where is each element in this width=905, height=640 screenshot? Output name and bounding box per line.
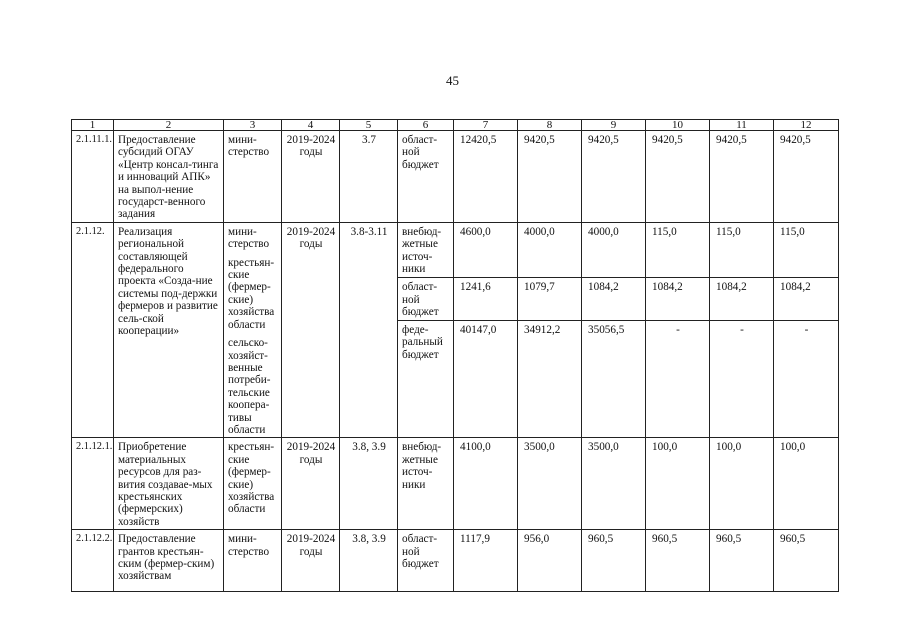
executor: сельско-хозяйст-венные потреби-тельские коопера-тивы области xyxy=(228,337,271,436)
value-col-12: - xyxy=(774,320,839,437)
executor: мини-стерство xyxy=(224,131,282,223)
indicator: 3.8, 3.9 xyxy=(340,438,398,530)
column-number: 5 xyxy=(340,120,398,131)
value-col-10: 100,0 xyxy=(646,438,710,530)
row-id: 2.1.12.1. xyxy=(72,438,114,530)
funding-source: област-ной бюджет xyxy=(398,530,454,592)
executor-list xyxy=(224,222,282,438)
value-col-7: 1241,6 xyxy=(454,278,518,321)
value-col-8: 4000,0 xyxy=(518,222,582,277)
executor: мини-стерство xyxy=(224,530,282,592)
funding-source: област-ной бюджет xyxy=(398,278,454,321)
value-col-9: 4000,0 xyxy=(582,222,646,277)
executor: крестьян-ские (фермер-ские) хозяйства области xyxy=(228,256,275,331)
value-col-11: - xyxy=(710,320,774,437)
value-col-10: 9420,5 xyxy=(646,131,710,223)
value-col-11: 115,0 xyxy=(710,222,774,277)
table-row xyxy=(72,131,839,223)
value-col-8: 34912,2 xyxy=(518,320,582,437)
activity-name: Приобретение материальных ресурсов для раз-вития создавае-мых крестьянских (фермерских) хозяйств xyxy=(114,438,224,530)
value-col-12: 1084,2 xyxy=(774,278,839,321)
period: 2019-2024 годы xyxy=(282,530,340,592)
value-col-10: 960,5 xyxy=(646,530,710,592)
row-id: 2.1.12. xyxy=(72,222,114,438)
value-col-8: 3500,0 xyxy=(518,438,582,530)
row-id: 2.1.11.1. xyxy=(72,131,114,223)
value-col-7: 40147,0 xyxy=(454,320,518,437)
table-row xyxy=(72,438,839,530)
period: 2019-2024 годы xyxy=(282,222,340,438)
executor: крестьян-ские (фермер-ские) хозяйства области xyxy=(224,438,282,530)
value-col-9: 3500,0 xyxy=(582,438,646,530)
value-col-9: 35056,5 xyxy=(582,320,646,437)
column-number: 1 xyxy=(72,120,114,131)
value-col-8: 956,0 xyxy=(518,530,582,592)
value-col-11: 9420,5 xyxy=(710,131,774,223)
value-col-8: 1079,7 xyxy=(518,278,582,321)
value-col-12: 9420,5 xyxy=(774,131,839,223)
column-number: 2 xyxy=(114,120,224,131)
value-col-7: 1117,9 xyxy=(454,530,518,592)
activity-name: Реализация региональной составляющей федерального проекта «Созда-ние системы под-держки фермеров и развитие сель-ской кооперации» xyxy=(114,222,224,438)
table-row xyxy=(72,530,839,592)
value-col-7: 12420,5 xyxy=(454,131,518,223)
column-number: 4 xyxy=(282,120,340,131)
value-col-7: 4100,0 xyxy=(454,438,518,530)
value-col-12: 100,0 xyxy=(774,438,839,530)
row-id: 2.1.12.2. xyxy=(72,530,114,592)
column-number: 6 xyxy=(398,120,454,131)
page-number: 45 xyxy=(446,73,459,88)
column-number-row xyxy=(72,120,839,131)
value-col-10: 1084,2 xyxy=(646,278,710,321)
funding-source: внебюд-жетные источ-ники xyxy=(398,222,454,277)
column-number: 8 xyxy=(518,120,582,131)
value-col-9: 960,5 xyxy=(582,530,646,592)
executor: мини-стерство xyxy=(228,225,270,251)
column-number: 3 xyxy=(224,120,282,131)
value-col-11: 100,0 xyxy=(710,438,774,530)
value-col-7: 4600,0 xyxy=(454,222,518,277)
funding-source: феде-ральный бюджет xyxy=(398,320,454,437)
activity-name: Предоставление грантов крестьян-ским (фермер-ским) хозяйствам xyxy=(114,530,224,592)
value-col-10: - xyxy=(646,320,710,437)
value-col-11: 960,5 xyxy=(710,530,774,592)
column-number: 12 xyxy=(774,120,839,131)
indicator: 3.8, 3.9 xyxy=(340,530,398,592)
indicator: 3.8-3.11 xyxy=(340,222,398,438)
value-col-8: 9420,5 xyxy=(518,131,582,223)
activity-name: Предоставление субсидий ОГАУ «Центр консал-тинга и инноваций АПК» на выпол-нение государст-венного задания xyxy=(114,131,224,223)
indicator: 3.7 xyxy=(340,131,398,223)
program-activities-table xyxy=(71,119,839,592)
value-col-10: 115,0 xyxy=(646,222,710,277)
column-number: 11 xyxy=(710,120,774,131)
value-col-12: 115,0 xyxy=(774,222,839,277)
value-col-9: 1084,2 xyxy=(582,278,646,321)
column-number: 10 xyxy=(646,120,710,131)
period: 2019-2024 годы xyxy=(282,438,340,530)
value-col-12: 960,5 xyxy=(774,530,839,592)
column-number: 7 xyxy=(454,120,518,131)
funding-source: внебюд-жетные источ-ники xyxy=(398,438,454,530)
column-number: 9 xyxy=(582,120,646,131)
value-col-9: 9420,5 xyxy=(582,131,646,223)
table-row xyxy=(72,222,839,277)
period: 2019-2024 годы xyxy=(282,131,340,223)
value-col-11: 1084,2 xyxy=(710,278,774,321)
funding-source: област-ной бюджет xyxy=(398,131,454,223)
